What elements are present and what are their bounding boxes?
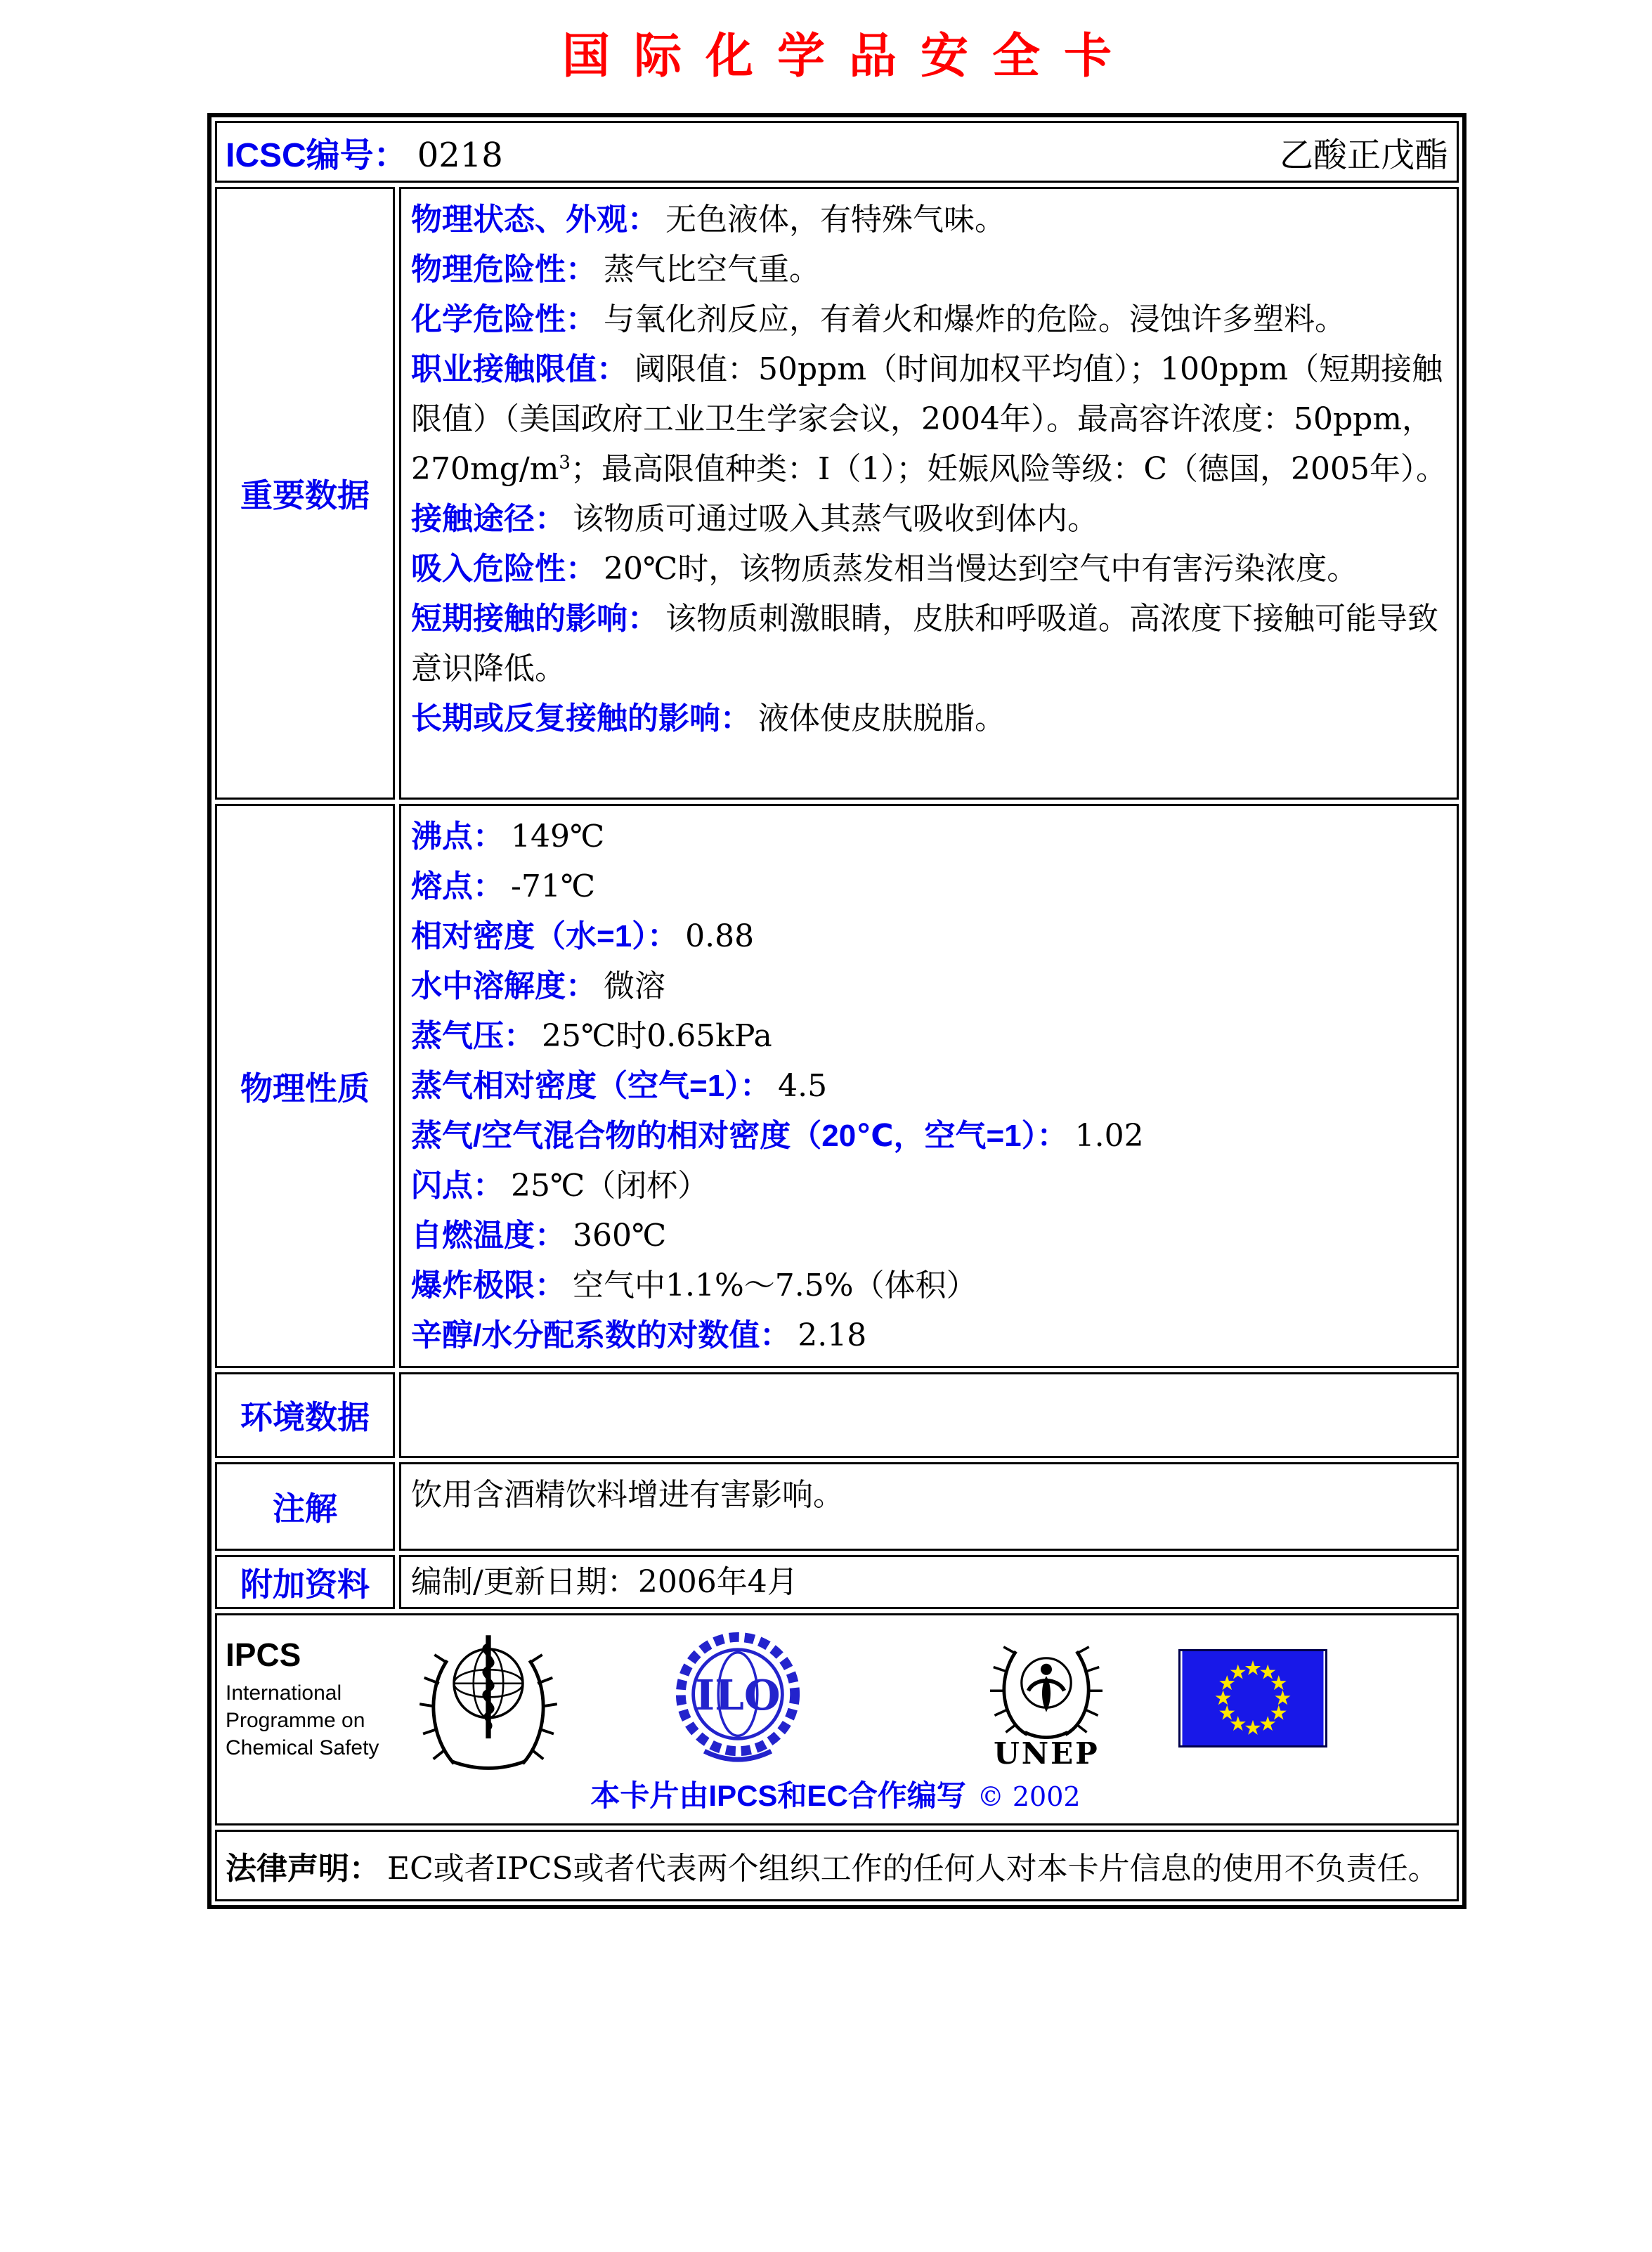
section-content-physical-properties — [399, 804, 1459, 1368]
unep-wordmark: UNEP — [994, 1736, 1100, 1771]
text-line: 相对密度（水=1）： 0.88 — [411, 918, 755, 954]
text-line: 职业接触限值： 阈限值：50ppm（时间加权平均值）；100ppm（短期接触限值）（美国政府工业卫生学家会议，2004年）。最高容许浓度：50ppm，$270mg/m^3$；最高限值种类：I（1）；妊娠风险等级：C（德国，2005年）。 — [411, 351, 1447, 487]
text-line: 编制/更新日期：2006年4月 — [411, 1564, 798, 1600]
who-emblem-icon — [419, 1624, 557, 1773]
text-line: 长期或反复接触的影响： 液体使皮肤脱脂。 — [411, 701, 1006, 736]
text-line: 熔点： -71℃ — [411, 868, 596, 904]
logos-cell — [215, 1613, 1459, 1825]
section-content-notes — [399, 1462, 1459, 1551]
text-line: 化学危险性： 与氧化剂反应，有着火和爆炸的危险。浸蚀许多塑料。 — [411, 301, 1346, 337]
section-notes — [215, 1462, 1459, 1551]
section-label-notes — [215, 1462, 395, 1551]
ipcs-line: International — [226, 1681, 342, 1705]
text-line: 物理状态、外观： 无色液体，有特殊气味。 — [411, 202, 1006, 237]
text-line: 物理危险性： 蒸气比空气重。 — [411, 252, 820, 287]
icsc-card — [207, 113, 1466, 1909]
text-line: 蒸气/空气混合物的相对密度（20℃，空气=1）： 1.02 — [411, 1118, 1144, 1154]
text-line: 辛醇/水分配系数的对数值： 2.18 — [411, 1317, 867, 1353]
section-label-important-data — [215, 187, 395, 800]
text-line: 短期接触的影响： 该物质刺激眼睛，皮肤和呼吸道。高浓度下接触可能导致意识降低。 — [411, 601, 1438, 686]
section-label-text: 物理性质 — [240, 1069, 370, 1107]
eu-flag-icon — [1178, 1649, 1327, 1747]
section-label-physical-properties — [215, 804, 395, 1368]
caption-year: © 2002 — [977, 1781, 1081, 1812]
logo-strip — [226, 1624, 1445, 1773]
text-line: 沸点： 149℃ — [411, 819, 605, 854]
text-line: 接触途径： 该物质可通过吸入其蒸气吸收到体内。 — [411, 501, 1098, 537]
text-line: 爆炸极限： 空气中1.1%～7.5%（体积） — [411, 1268, 977, 1303]
text-line: 饮用含酒精饮料增进有害影响。 — [411, 1477, 844, 1513]
ipcs-line: Programme on — [226, 1708, 365, 1732]
logos-row — [215, 1613, 1459, 1825]
ilo-emblem-icon — [668, 1629, 807, 1768]
section-label-additional-information — [215, 1555, 395, 1609]
text-line: 自燃温度： 360℃ — [411, 1218, 667, 1254]
section-content-additional-information — [399, 1555, 1459, 1609]
page-title: 国际化学品安全卡 — [561, 30, 1136, 83]
section-environmental-data — [215, 1372, 1459, 1458]
icsc-number-label: ICSC编号： — [226, 136, 408, 174]
cooperation-caption — [226, 1773, 1445, 1818]
text-line: 水中溶解度： 微溶 — [411, 968, 665, 1004]
section-label-environmental-data — [215, 1372, 395, 1458]
caption-text: 本卡片由IPCS和EC合作编写 — [590, 1779, 966, 1812]
section-additional-information — [215, 1555, 1459, 1609]
icsc-number-value: 0218 — [417, 135, 503, 175]
section-label-text: 环境数据 — [240, 1399, 370, 1436]
ilo-monogram: ILO — [695, 1670, 781, 1720]
section-content-environmental-data — [399, 1372, 1459, 1458]
legal-row — [215, 1830, 1459, 1901]
ipcs-acronym: IPCS — [226, 1636, 301, 1673]
section-physical-properties — [215, 804, 1459, 1368]
section-label-text: 附加资料 — [240, 1566, 370, 1603]
text-line: 蒸气压： 25℃时0.65kPa — [411, 1018, 772, 1054]
section-label-text: 注解 — [273, 1490, 337, 1527]
section-label-text: 重要数据 — [240, 477, 370, 514]
chemical-name: 乙酸正戊酯 — [1279, 135, 1448, 175]
card-header — [215, 121, 1459, 183]
legal-notice-label: 法律声明： — [226, 1851, 380, 1886]
legal-notice — [215, 1830, 1459, 1901]
unep-emblem-icon — [984, 1627, 1108, 1739]
text-line: 闪点： 25℃（闭杯） — [411, 1168, 709, 1204]
text-line: 吸入危险性： 20℃时，该物质蒸发相当慢达到空气中有害污染浓度。 — [411, 551, 1358, 587]
section-important-data — [215, 187, 1459, 800]
unep-logo-block — [984, 1627, 1108, 1771]
ipcs-line: Chemical Safety — [226, 1736, 379, 1759]
card-header-row — [215, 121, 1459, 183]
text-line: 蒸气相对密度（空气=1）： 4.5 — [411, 1068, 828, 1104]
ipcs-text-block — [226, 1636, 379, 1762]
legal-notice-text: EC或者IPCS或者代表两个组织工作的任何人对本卡片信息的使用不负责任。 — [387, 1851, 1439, 1887]
section-content-important-data — [399, 187, 1459, 800]
icsc-number-group — [226, 128, 503, 176]
